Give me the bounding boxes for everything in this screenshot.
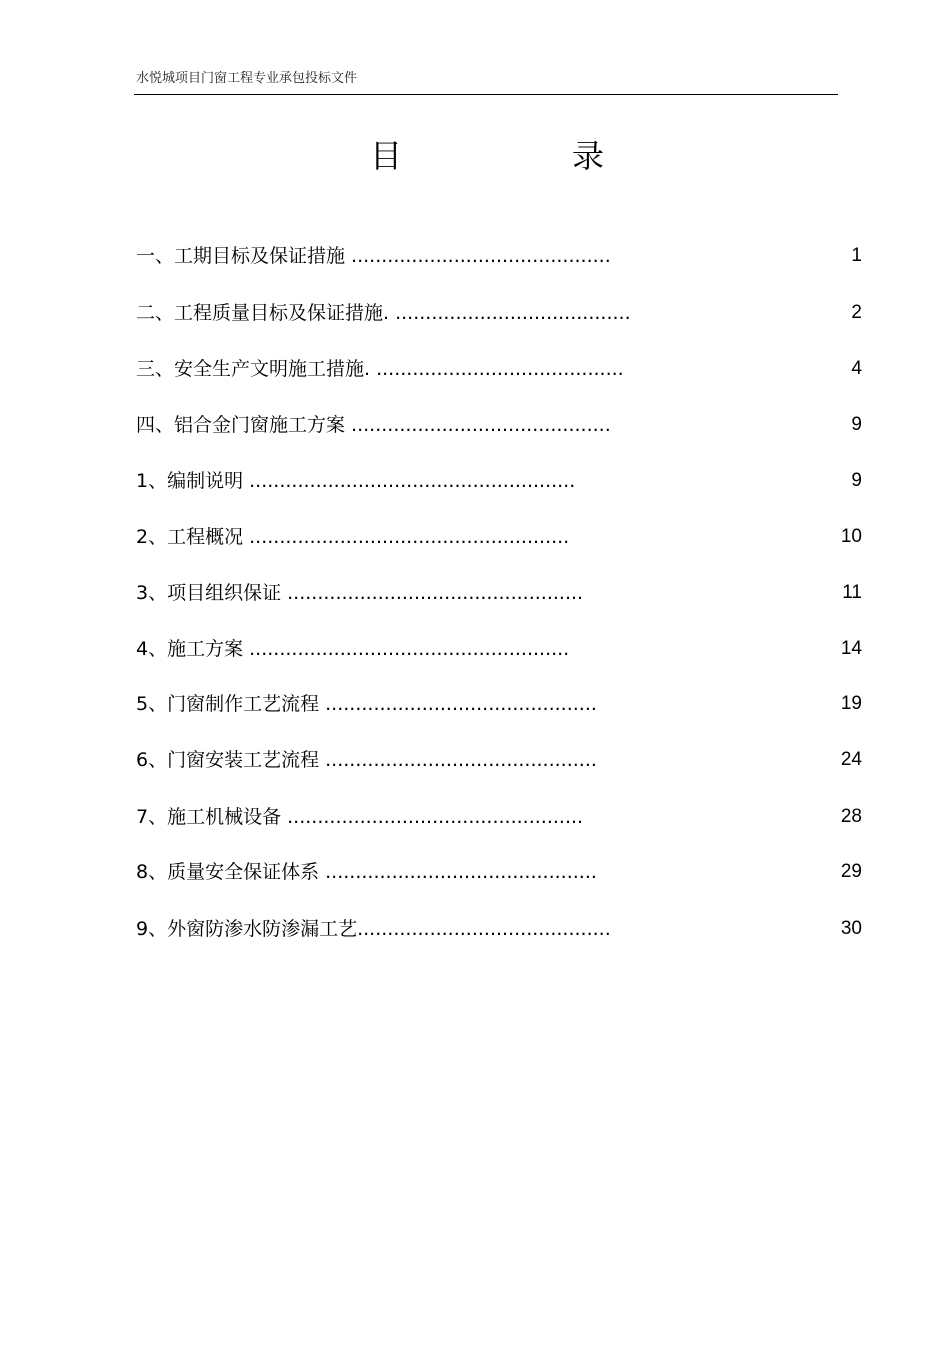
toc-entry-page: 1 xyxy=(851,245,862,266)
toc-entry[interactable] xyxy=(136,690,862,718)
toc-entry[interactable] xyxy=(136,746,862,774)
toc-heading xyxy=(0,134,950,178)
toc-entry-page: 24 xyxy=(840,749,862,770)
toc-entry[interactable] xyxy=(136,858,862,886)
toc-entry-label: 3、项目组织保证 ................................................. xyxy=(136,582,584,604)
toc-entry-label: 6、门窗安装工艺流程 ............................................. xyxy=(136,749,597,771)
toc-entry-label: 2、工程概况 ..................................................... xyxy=(136,526,570,548)
toc-entry[interactable] xyxy=(136,915,862,943)
toc-entry-page: 9 xyxy=(851,414,862,435)
toc-entry[interactable] xyxy=(136,579,862,607)
header-rule xyxy=(134,94,838,95)
toc-entry-label: 一、工期目标及保证措施 ........................................... xyxy=(136,245,611,267)
toc-entry[interactable] xyxy=(136,411,862,439)
toc-entry-label: 1、编制说明 ...................................................... xyxy=(136,470,576,492)
toc-entry[interactable] xyxy=(136,467,862,495)
toc-entry-page: 4 xyxy=(851,358,862,379)
toc-entry-page: 19 xyxy=(840,693,862,714)
toc-entry-label: 二、工程质量目标及保证措施. ....................................... xyxy=(136,302,631,324)
toc-entry[interactable] xyxy=(136,355,862,383)
toc-entry-page: 28 xyxy=(840,806,862,827)
toc-entry-page: 2 xyxy=(851,302,862,323)
toc-entry-label: 4、施工方案 ..................................................... xyxy=(136,638,570,660)
toc-entry[interactable] xyxy=(136,635,862,663)
toc-entry-page: 11 xyxy=(842,582,862,603)
toc-entry-page: 29 xyxy=(840,861,862,882)
toc-entry-page: 30 xyxy=(840,918,862,939)
toc-entry-label: 三、安全生产文明施工措施. ......................................... xyxy=(136,358,624,380)
toc-entry-label: 5、门窗制作工艺流程 ............................................. xyxy=(136,693,597,715)
toc-entry-page: 9 xyxy=(851,470,862,491)
toc-entry[interactable] xyxy=(136,803,862,831)
toc-heading-char-2: 录 xyxy=(572,137,605,175)
toc-entry[interactable] xyxy=(136,242,862,270)
toc-entry-label: 7、施工机械设备 ................................................. xyxy=(136,806,584,828)
toc-entry[interactable] xyxy=(136,299,862,327)
toc-entry-label: 8、质量安全保证体系 ............................................. xyxy=(136,861,597,883)
toc-entry-label: 9、外窗防渗水防渗漏工艺.......................................... xyxy=(136,918,611,940)
toc-entry-page: 14 xyxy=(840,638,862,659)
toc-heading-char-1: 目 xyxy=(370,137,403,175)
document-header: 水悦城项目门窗工程专业承包投标文件 xyxy=(136,71,358,86)
toc-entry-page: 10 xyxy=(840,526,862,547)
toc-entry-label: 四、铝合金门窗施工方案 ........................................... xyxy=(136,414,611,436)
toc-entry[interactable] xyxy=(136,523,862,551)
